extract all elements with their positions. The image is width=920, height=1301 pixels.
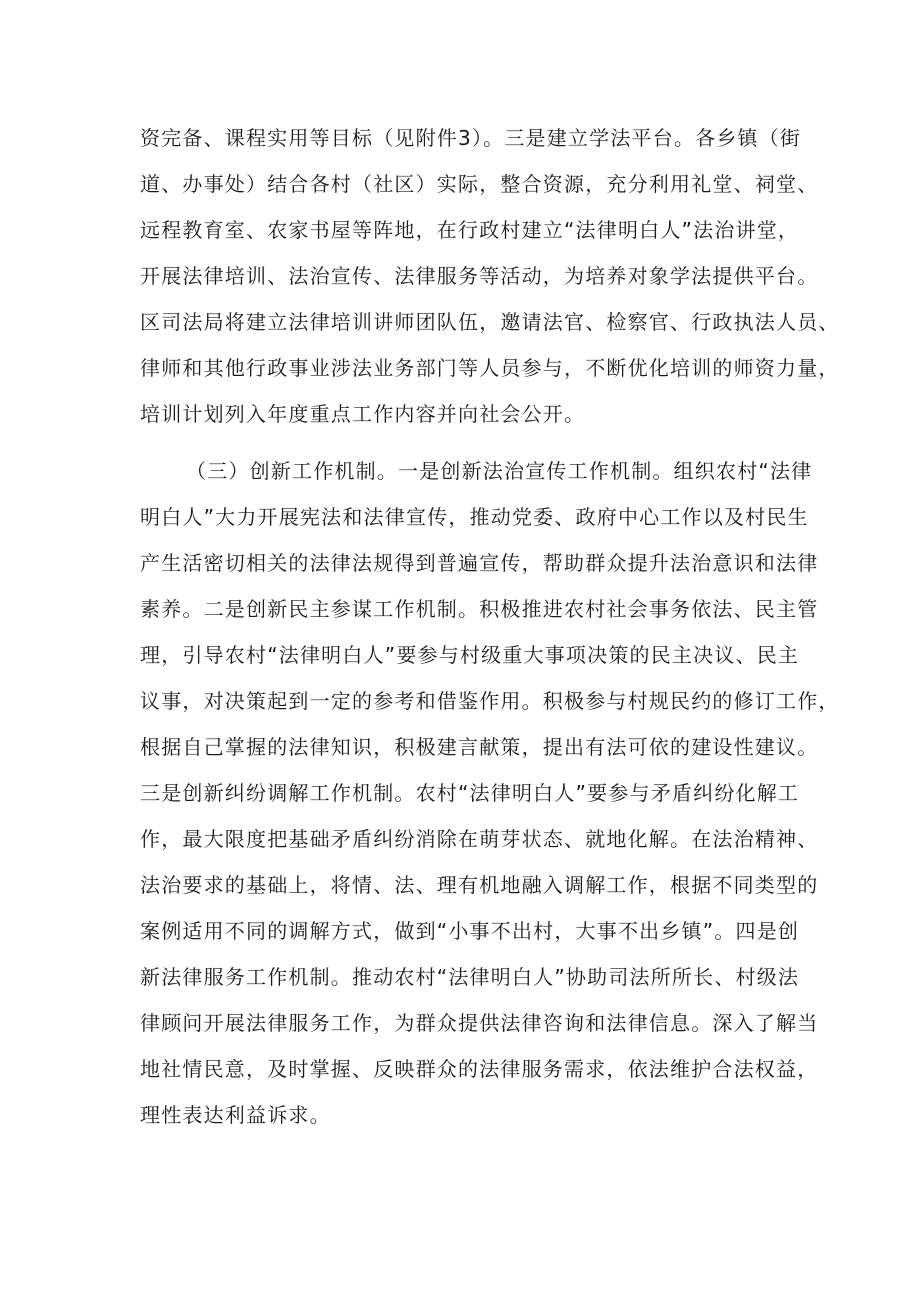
text-line: 三是创新纠纷调解工作机制。农村“法律明白人”要参与矛盾纠纷化解工	[140, 781, 800, 805]
text-line: 律顾问开展法律服务工作，为群众提供法律咨询和法律信息。深入了解当	[140, 1011, 819, 1035]
text-line: 开展法律培训、法治宣传、法律服务等活动，为培养对象学法提供平台。	[140, 264, 819, 288]
text-line: 区司法局将建立法律培训讲师团队伍，邀请法官、检察官、行政执法人员、	[140, 310, 840, 334]
paragraph-heading-line: （三）创新工作机制。一是创新法治宣传工作机制。组织农村“法律	[186, 459, 813, 483]
text-line: 新法律服务工作机制。推动农村“法律明白人”协助司法所所长、村级法	[140, 965, 800, 989]
text-line: 作，最大限度把基础矛盾纠纷消除在萌芽状态、就地化解。在法治精神、	[140, 827, 819, 851]
text-line: 法治要求的基础上，将情、法、理有机地融入调解工作，根据不同类型的	[140, 873, 819, 897]
text-line: 道、办事处）结合各村（社区）实际，整合资源，充分利用礼堂、祠堂、	[140, 172, 819, 196]
text-line: 资完备、课程实用等目标（见附件3）。三是建立学法平台。各乡镇（街	[140, 126, 802, 150]
text-line: 远程教育室、农家书屋等阵地，在行政村建立“法律明白人”法治讲堂，	[140, 218, 800, 242]
text-line: 案例适用不同的调解方式，做到“小事不出村，大事不出乡镇”。四是创	[140, 919, 800, 943]
text-line: 产生活密切相关的法律法规得到普遍宣传，帮助群众提升法治意识和法律	[140, 551, 819, 575]
text-line: 议事，对决策起到一定的参考和借鉴作用。积极参与村规民约的修订工作，	[140, 689, 840, 713]
text-line: 理，引导农村“法律明白人”要参与村级重大事项决策的民主决议、民主	[140, 643, 800, 667]
text-line: 明白人”大力开展宪法和法律宣传，推动党委、政府中心工作以及村民生	[140, 505, 809, 529]
text-line: 素养。二是创新民主参谋工作机制。积极推进农村社会事务依法、民主管	[140, 597, 819, 621]
text-line: 地社情民意，及时掌握、反映群众的法律服务需求，依法维护合法权益，	[140, 1057, 819, 1081]
text-line: 根据自己掌握的法律知识，积极建言献策，提出有法可依的建设性建议。	[140, 735, 819, 759]
text-line: 律师和其他行政事业涉法业务部门等人员参与，不断优化培训的师资力量，	[140, 356, 840, 380]
text-line: 理性表达利益诉求。	[140, 1103, 331, 1127]
text-line: 培训计划列入年度重点工作内容并向社会公开。	[140, 402, 586, 426]
